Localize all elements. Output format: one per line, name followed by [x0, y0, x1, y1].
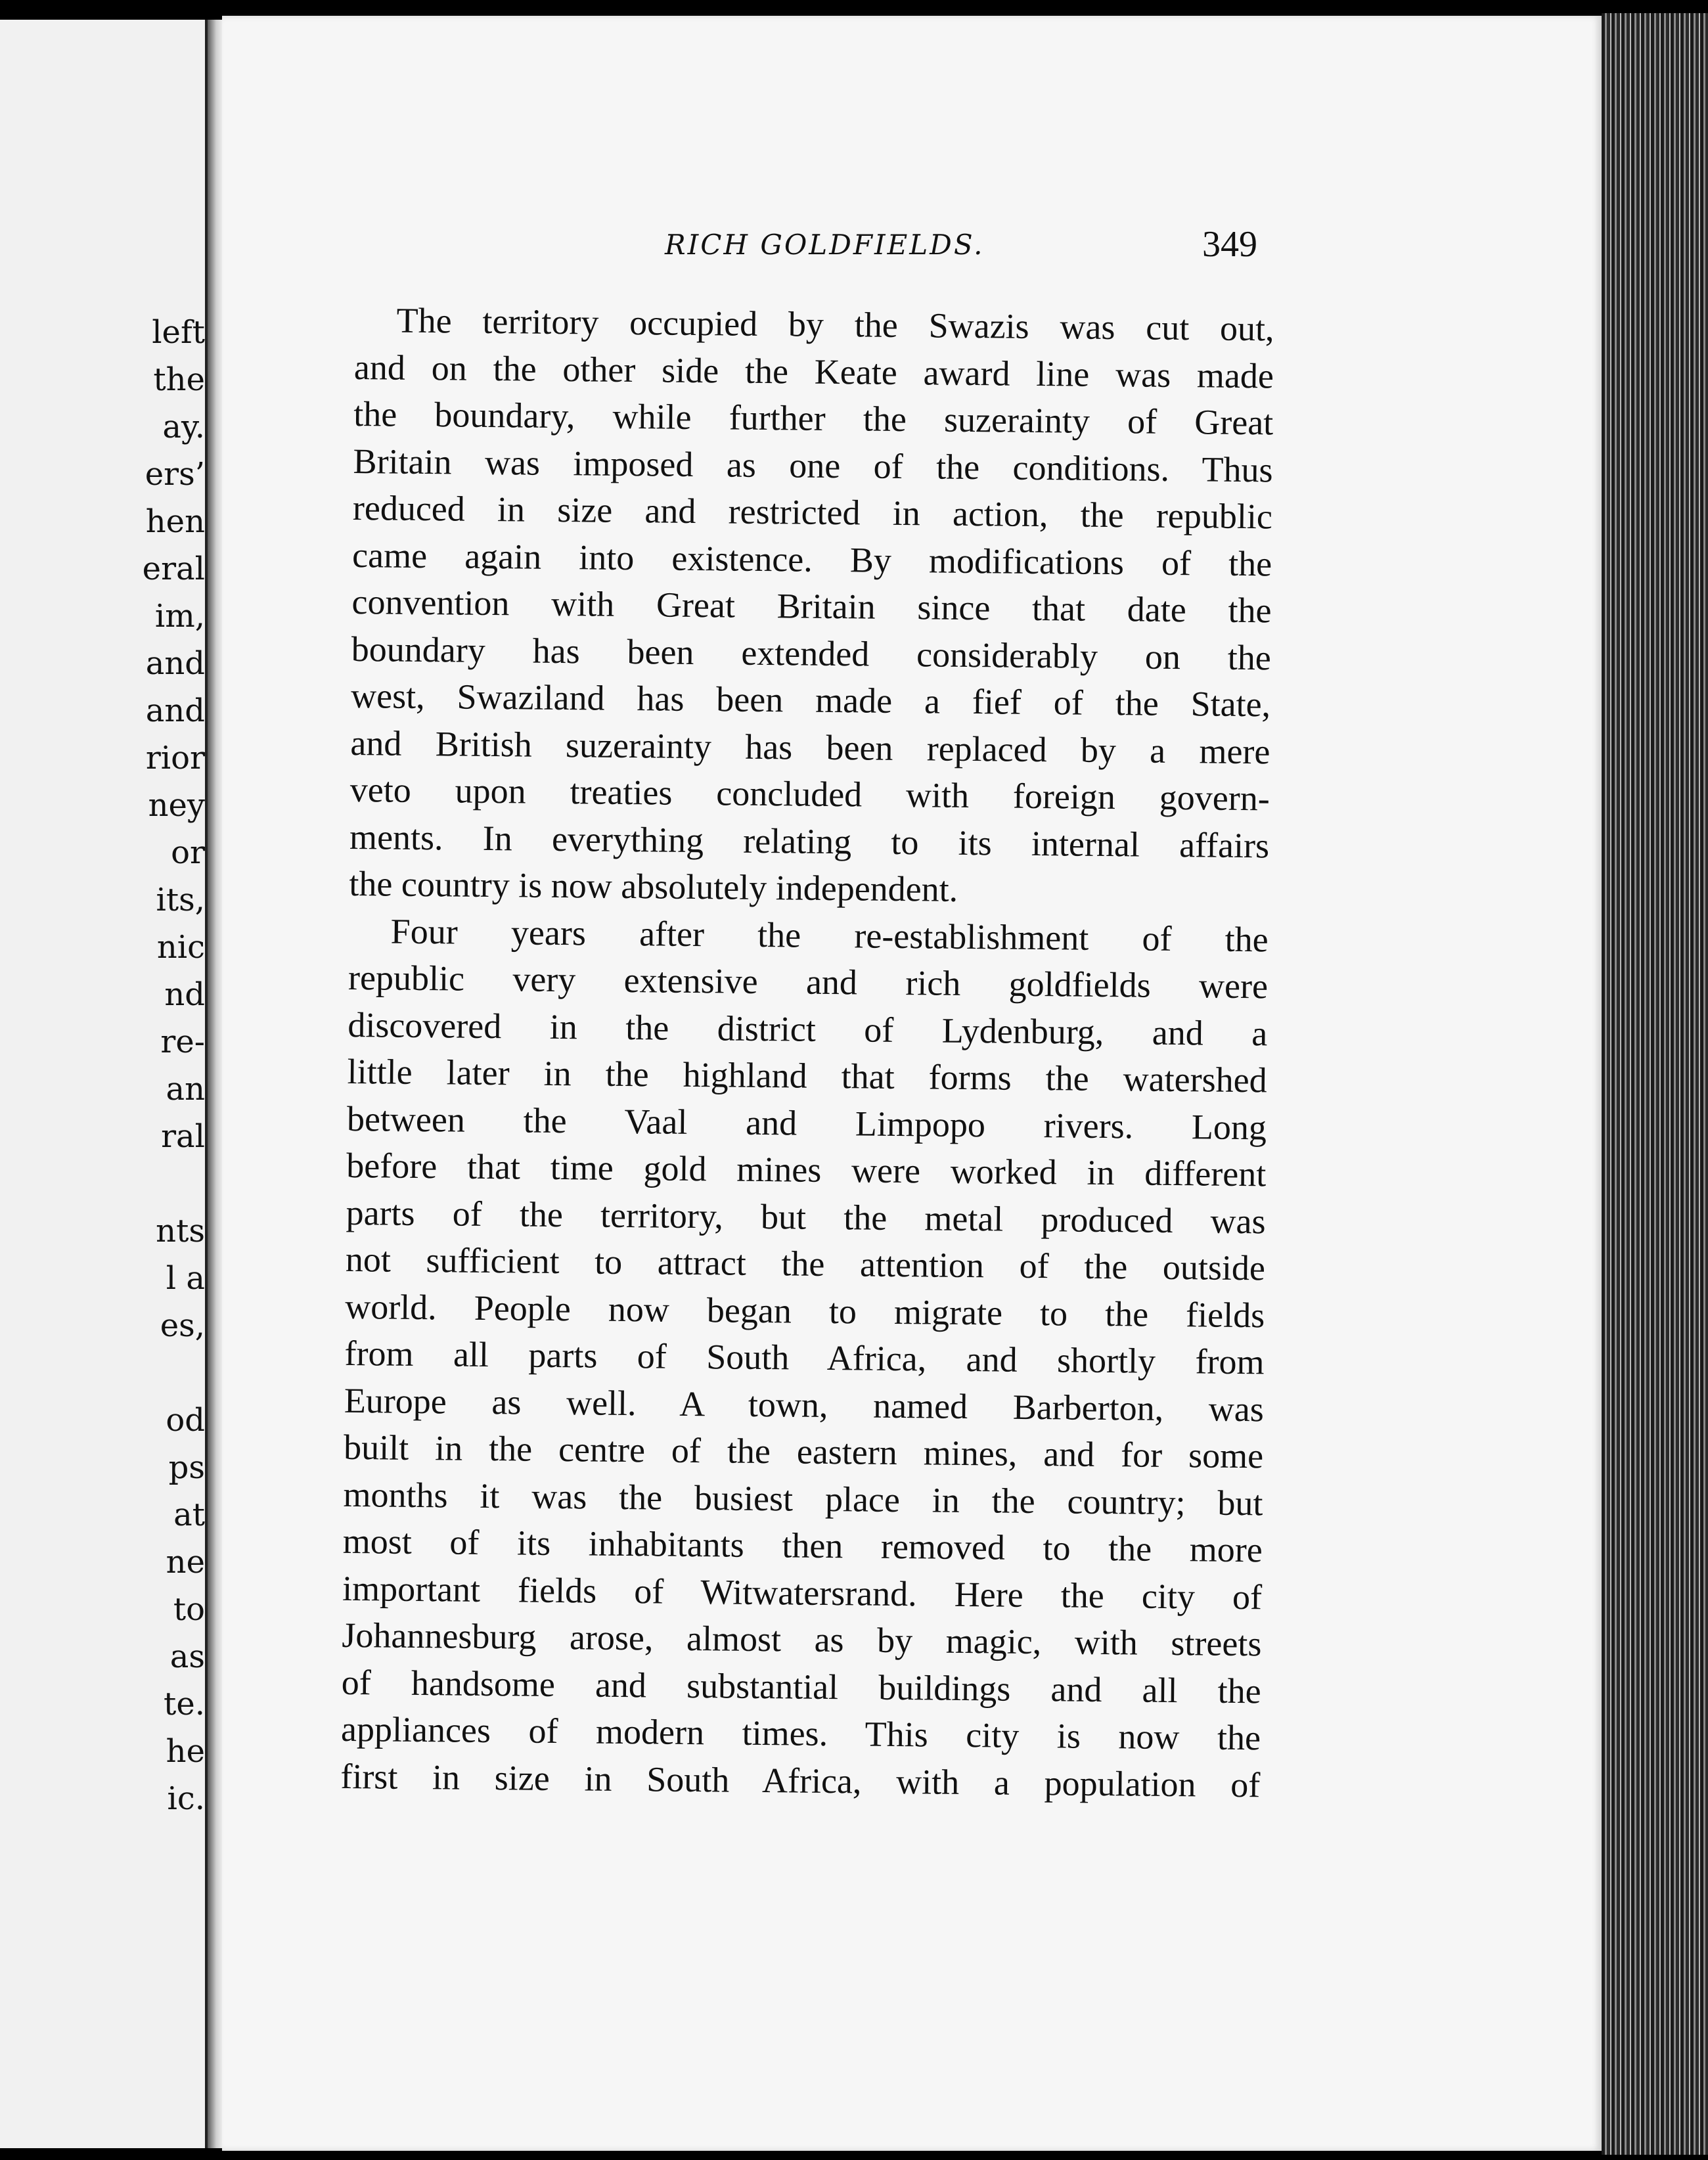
- previous-page-fragment: left: [152, 314, 205, 351]
- previous-page-fragment: and: [145, 645, 205, 682]
- previous-page-fragment: re-: [160, 1024, 205, 1060]
- previous-page-fragment: ers’: [145, 456, 205, 493]
- previous-page-fragment: te.: [164, 1686, 205, 1722]
- text-line: first in size in South Africa, with a population of: [340, 1756, 1261, 1805]
- previous-page-fragment: an: [166, 1071, 205, 1108]
- previous-page-fragment: hen: [145, 503, 205, 540]
- previous-page-fragment: ne: [166, 1544, 205, 1581]
- text-line: from all parts of South Africa, and shortly from: [344, 1333, 1265, 1382]
- text-line: Europe as well. A town, named Barberton, was: [344, 1380, 1265, 1429]
- text-line: the boundary, while further the suzerainty of Great: [353, 394, 1274, 443]
- previous-page-fragment: im,: [154, 598, 205, 635]
- text-line: discovered in the district of Lydenburg, and a: [348, 1004, 1268, 1053]
- previous-page: [0, 20, 208, 2148]
- text-line: came again into existence. By modifications of the: [351, 535, 1272, 583]
- text-line: boundary has been extended considerably on the: [351, 629, 1272, 677]
- previous-page-fragment: l a: [166, 1260, 205, 1297]
- previous-page-fragment: ps: [168, 1449, 205, 1486]
- text-line: convention with Great Britain since that date the: [351, 581, 1272, 631]
- previous-page-fragment: its,: [156, 882, 205, 918]
- text-line: The territory occupied by the Swazis was cut out,: [396, 300, 1274, 349]
- page-number: 349: [1202, 224, 1257, 265]
- book-page-edges: [1602, 13, 1708, 2155]
- paragraph: [340, 907, 1269, 1809]
- previous-page-fragment: ral: [161, 1118, 205, 1155]
- text-line: republic very extensive and rich goldfields were: [348, 957, 1269, 1006]
- text-line: veto upon treaties concluded with foreign govern-: [349, 769, 1270, 819]
- text-line: reduced in size and restricted in action, the republic: [352, 487, 1273, 537]
- previous-page-text-fragments: [60, 309, 205, 1822]
- previous-page-fragment: [60, 1160, 205, 1207]
- body-text: [340, 297, 1274, 1809]
- previous-page-fragment: [60, 1349, 205, 1397]
- previous-page-fragment: and: [145, 692, 205, 729]
- text-line: months it was the busiest place in the country; but: [343, 1474, 1263, 1523]
- text-line: and British suzerainty has been replaced by a mere: [350, 723, 1270, 771]
- text-line: parts of the territory, but the metal produced was: [346, 1192, 1266, 1241]
- previous-page-fragment: nic: [156, 929, 205, 966]
- text-line: most of its inhabitants then removed to the more: [342, 1521, 1263, 1570]
- book-gutter: [208, 20, 222, 2148]
- text-line: of handsome and substantial buildings and all the: [341, 1662, 1261, 1711]
- previous-page-fragment: nts: [156, 1213, 205, 1249]
- previous-page-fragment: as: [169, 1638, 205, 1675]
- previous-page-fragment: ney: [148, 787, 205, 824]
- text-line: built in the centre of the eastern mines, and for some: [343, 1427, 1264, 1476]
- previous-page-fragment: ic.: [167, 1780, 205, 1817]
- previous-page-fragment: the: [153, 361, 205, 398]
- text-line: little later in the highland that forms the watershed: [347, 1051, 1267, 1100]
- text-line: and on the other side the Keate award line was made: [353, 347, 1274, 395]
- running-head: RICH GOLDFIELDS.: [665, 229, 985, 261]
- text-line: ments. In everything relating to its internal affairs: [349, 817, 1270, 865]
- text-line: between the Vaal and Limpopo rivers. Long: [346, 1098, 1267, 1147]
- previous-page-fragment: ay.: [162, 409, 205, 445]
- text-line: Four years after the re-establishment of the: [390, 911, 1269, 959]
- text-line: appliances of modern times. This city is now the: [340, 1709, 1261, 1758]
- previous-page-fragment: or: [171, 834, 205, 871]
- previous-page-fragment: od: [166, 1402, 205, 1439]
- text-line: Britain was imposed as one of the conditions. Thus: [353, 441, 1273, 489]
- previous-page-fragment: nd: [164, 976, 205, 1013]
- text-line: Johannesburg arose, almost as by magic, with streets: [342, 1615, 1262, 1664]
- previous-page-fragment: eral: [142, 551, 205, 587]
- previous-page-fragment: he: [166, 1733, 205, 1770]
- previous-page-fragment: at: [173, 1496, 205, 1533]
- text-line: west, Swaziland has been made a fief of the State,: [350, 675, 1271, 725]
- text-line: before that time gold mines were worked in different: [346, 1145, 1267, 1194]
- previous-page-fragment: es,: [160, 1307, 205, 1344]
- text-line: world. People now began to migrate to the fields: [344, 1286, 1265, 1335]
- paragraph: [349, 297, 1274, 916]
- text-line: not sufficient to attract the attention of the outside: [345, 1239, 1266, 1288]
- text-line: the country is now absolutely independent.: [349, 863, 958, 909]
- previous-page-fragment: to: [173, 1591, 205, 1628]
- previous-page-fragment: rior: [145, 740, 205, 776]
- text-line: important fields of Witwatersrand. Here the city of: [342, 1568, 1263, 1617]
